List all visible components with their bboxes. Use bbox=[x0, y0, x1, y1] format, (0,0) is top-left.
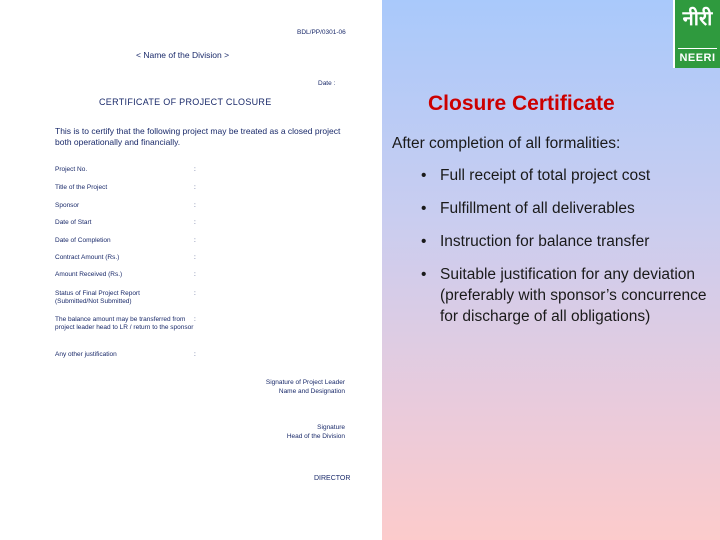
field-colon: : bbox=[194, 202, 196, 209]
field-contract-amount: Contract Amount (Rs.) bbox=[55, 254, 120, 261]
field-colon: : bbox=[194, 237, 196, 244]
field-date-of-start: Date of Start bbox=[55, 219, 92, 226]
bullet-item bbox=[421, 264, 711, 327]
bullet-icon: • bbox=[421, 233, 427, 250]
logo-text: NEERI bbox=[679, 52, 716, 64]
division-name: < Name of the Division > bbox=[136, 50, 230, 60]
certify-statement: This is to certify that the following project may be treated as a closed project both operationally and financially. bbox=[55, 126, 341, 147]
field-amount-received: Amount Received (Rs.) bbox=[55, 271, 123, 278]
bullet-icon: • bbox=[421, 200, 427, 217]
date-label: Date : bbox=[318, 80, 336, 87]
bullet-item bbox=[421, 231, 711, 252]
bullet-list bbox=[421, 165, 711, 339]
signature-leader-label: Signature of Project Leader bbox=[265, 379, 345, 386]
bullet-icon: • bbox=[421, 266, 427, 283]
bullet-text: Instruction for balance transfer bbox=[440, 233, 650, 250]
director-label: DIRECTOR bbox=[314, 475, 351, 482]
slide-intro: After completion of all formalities: bbox=[392, 135, 621, 152]
neeri-logo bbox=[673, 0, 720, 68]
bullet-item bbox=[421, 198, 711, 219]
document-reference: BDL/PP/0301-06 bbox=[297, 29, 346, 36]
field-colon: : bbox=[194, 271, 196, 278]
field-colon: : bbox=[194, 219, 196, 226]
signature-leader-sub: Name and Designation bbox=[278, 388, 345, 395]
bullet-text: Full receipt of total project cost bbox=[440, 167, 651, 184]
signature-division-head bbox=[255, 423, 345, 441]
field-colon: : bbox=[194, 254, 196, 261]
field-sponsor: Sponsor bbox=[55, 202, 80, 209]
signature-head-sub: Head of the Division bbox=[286, 433, 345, 440]
bullet-text: Fulfillment of all deliverables bbox=[440, 200, 635, 217]
bullet-icon: • bbox=[421, 167, 427, 184]
field-final-report-status: Status of Final Project Report (Submitted/Not Submitted) bbox=[55, 290, 140, 305]
logo-devanagari: नीरी bbox=[682, 6, 713, 30]
field-project-title: Title of the Project bbox=[55, 184, 108, 191]
field-colon: : bbox=[194, 351, 196, 358]
field-balance-transfer: The balance amount may be transferred from project leader head to LR / return to the sponsor bbox=[55, 316, 194, 331]
field-date-of-completion: Date of Completion bbox=[55, 237, 111, 244]
field-project-no: Project No. bbox=[55, 166, 88, 173]
field-colon: : bbox=[194, 316, 196, 323]
signature-head-label: Signature bbox=[317, 424, 345, 431]
logo-divider bbox=[678, 48, 717, 49]
field-other-justification: Any other justification bbox=[55, 351, 117, 358]
field-colon: : bbox=[194, 184, 196, 191]
bullet-item bbox=[421, 165, 711, 186]
bullet-text: Suitable justification for any deviation (preferably with sponsor’s concurrence for discharge of all obligations) bbox=[440, 266, 707, 325]
slide-title: Closure Certificate bbox=[428, 92, 615, 115]
field-colon: : bbox=[194, 166, 196, 173]
certificate-title: CERTIFICATE OF PROJECT CLOSURE bbox=[99, 97, 272, 107]
signature-project-leader bbox=[250, 378, 345, 396]
field-colon: : bbox=[194, 290, 196, 297]
